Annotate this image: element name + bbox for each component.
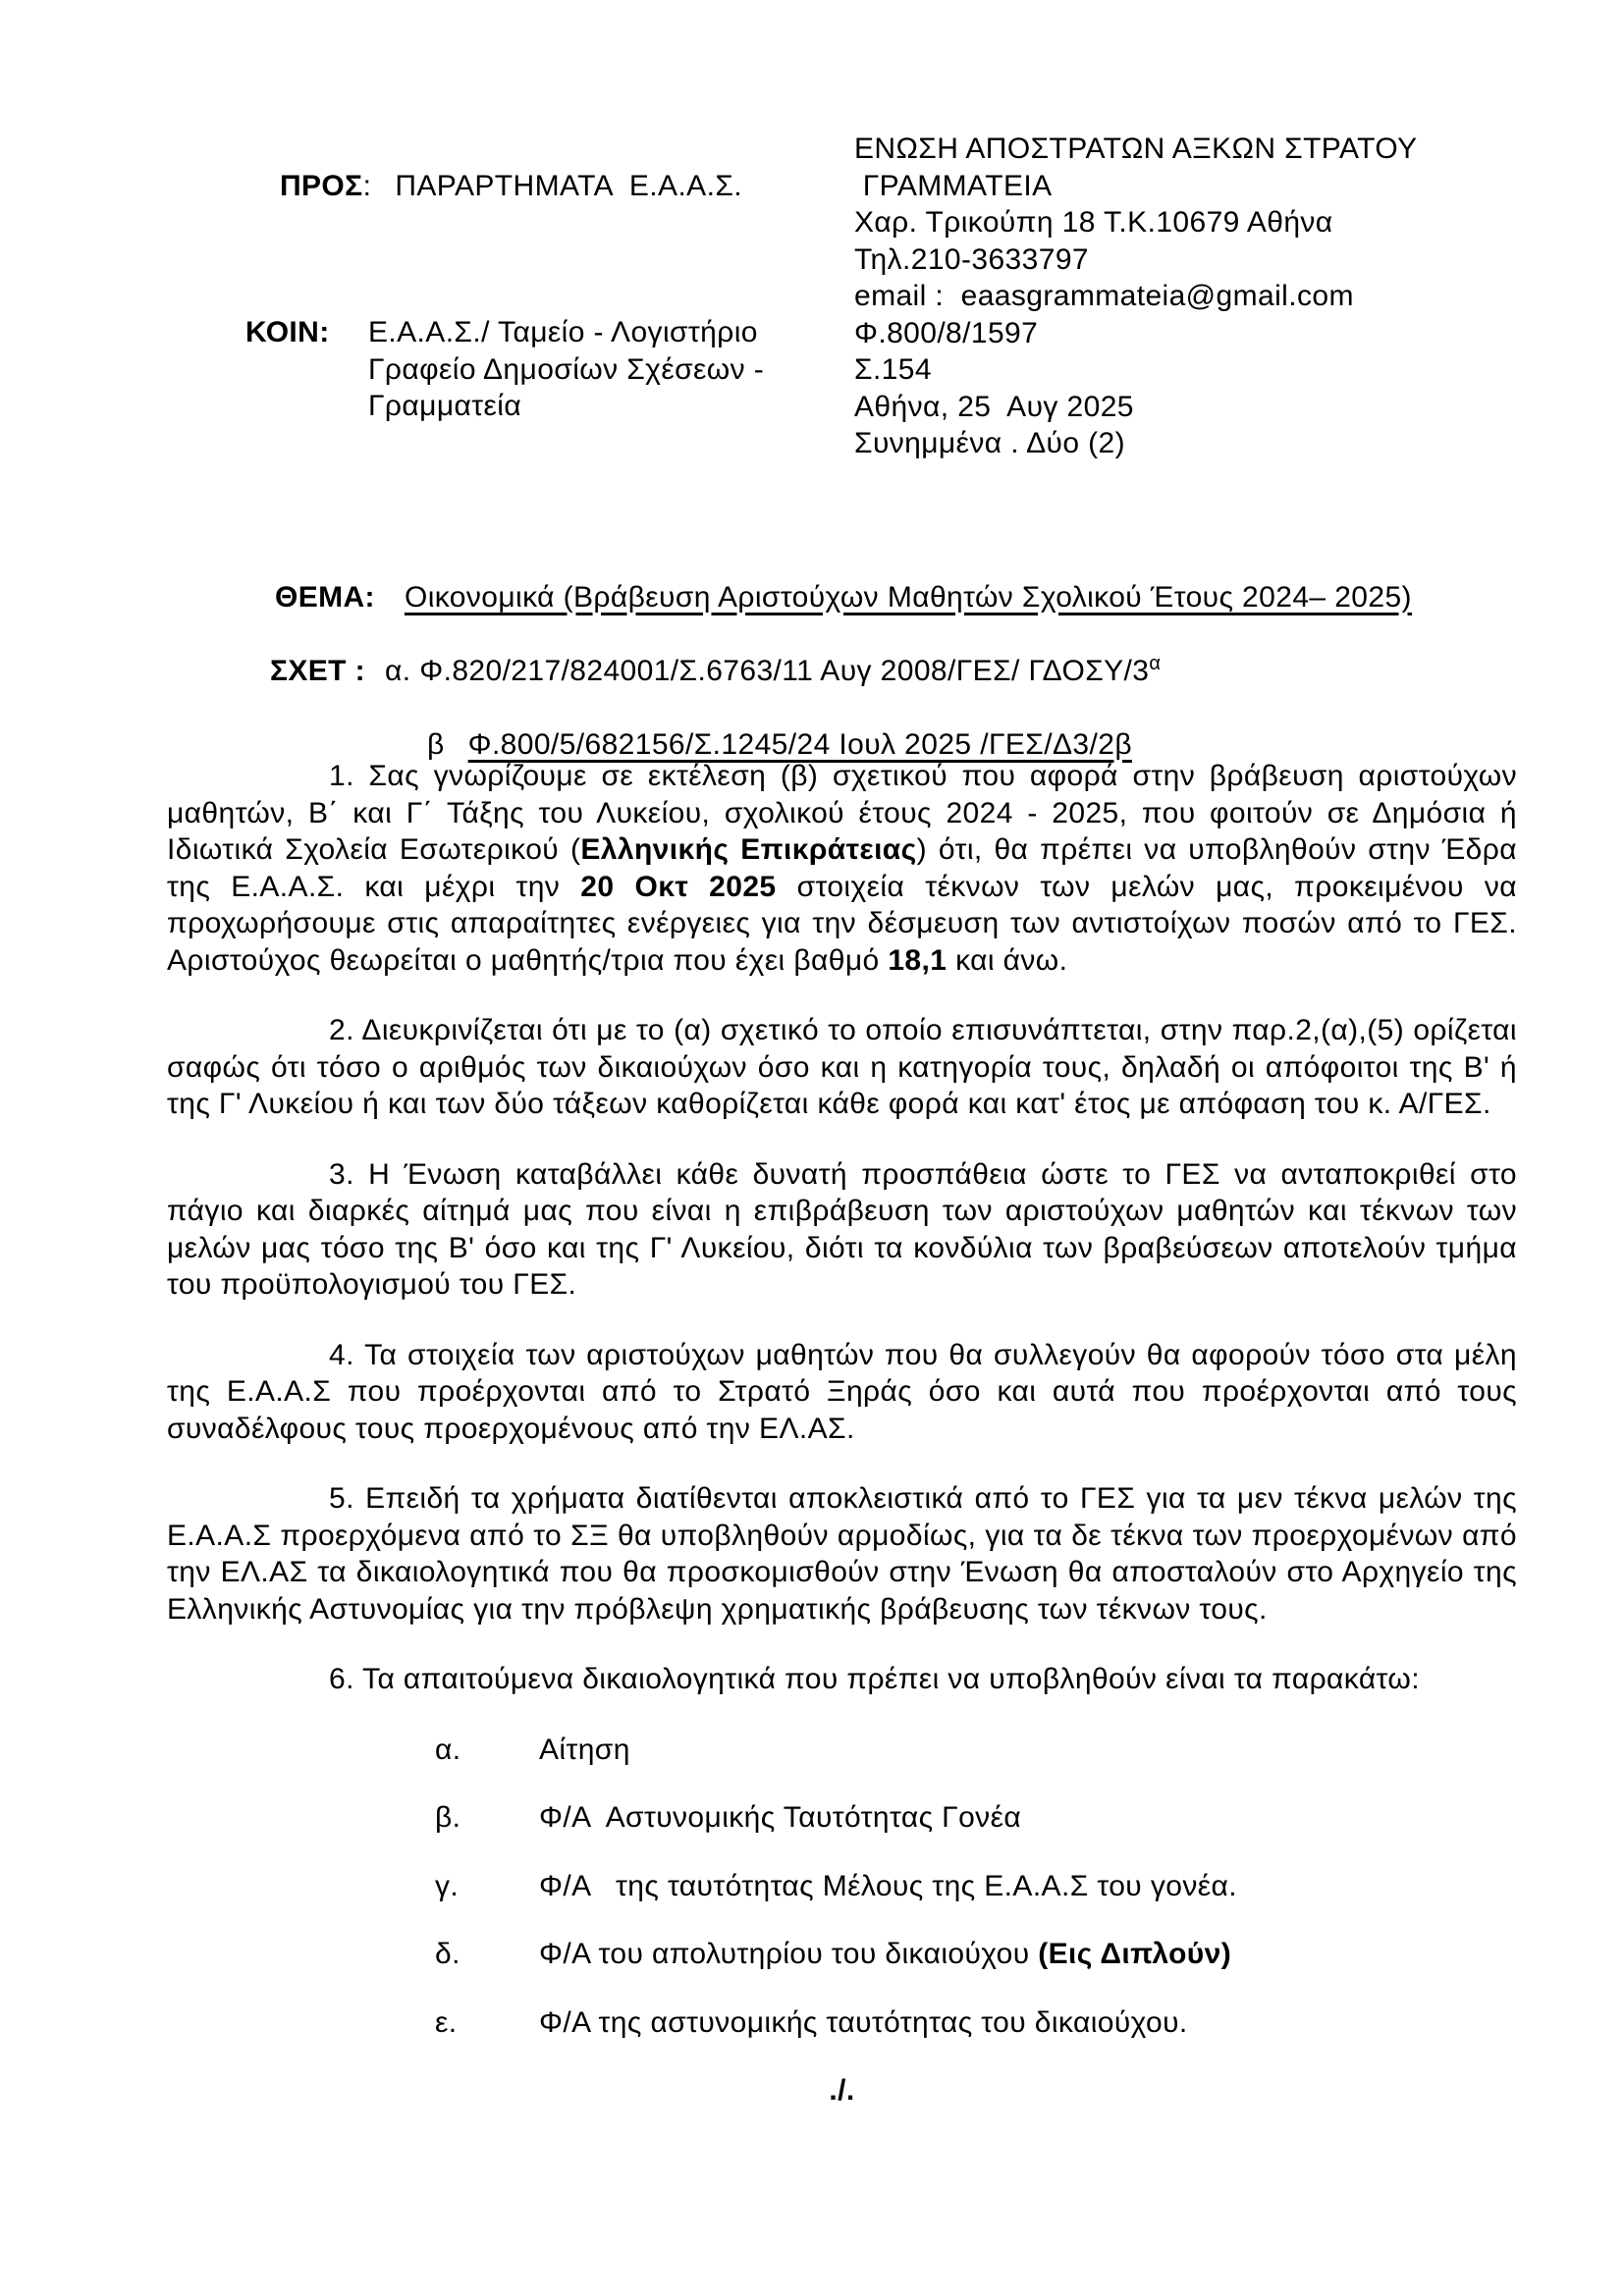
list-item-text: [539, 2004, 1188, 2042]
paragraph: [167, 1012, 1517, 1123]
list-item-letter: γ.: [435, 1869, 460, 1902]
text-run: Φ/Α Αστυνομικής Ταυτότητας Γονέα: [539, 1801, 1022, 1834]
text-run: Φ/Α της αστυνομικής ταυτότητας του δικαιούχου.: [539, 2005, 1188, 2039]
text-run: ) ότι, θα πρέπει να υποβληθούν στην Έδρα της Ε.Α.Α.Σ. και μέχρι την: [167, 833, 1517, 903]
org-header-line: Τηλ.210-3633797: [854, 242, 1089, 276]
reference-a: [385, 652, 1162, 687]
copy-to-line: Γραφείο Δημοσίων Σχέσεων -: [368, 352, 765, 386]
paragraph: [167, 1480, 1517, 1628]
list-item-letter: δ.: [435, 1938, 460, 1970]
copy-to-line: Ε.Α.Α.Σ./ Ταμείο - Λογιστήριο: [368, 316, 758, 348]
reference-b-letter: β: [426, 727, 445, 761]
requirements-list: [167, 1732, 1517, 2042]
text-run: 5. Επειδή τα χρήματα διατίθενται αποκλειστικά από το ΓΕΣ για τα μεν τέκνα μελών της Ε.Α.Α.Σ προερχόμενα από το ΣΞ θα υποβληθούν αρμοδίως, για τα δε τέκνα των προερχομένων από την ΕΛ.ΑΣ τα δικαιολογητικά που θα προσκομισθούν στην Ένωση θα αποσταλούν στο Αρχηγείο της Ελληνικής Αστυνομίας για την πρόβλεψη χρηματικής βράβευσης των τέκνων τους.: [167, 1482, 1517, 1626]
bold-text: 18,1: [888, 943, 947, 977]
text-run: 3. Η Ένωση καταβάλλει κάθε δυνατή προσπάθεια ώστε το ΓΕΣ να ανταποκριθεί στο πάγιο και διαρκές αίτημά μας που είναι η επιβράβευση των αριστούχων μαθητών και τέκνων των μελών μας τόσο της Β' όσο και της Γ' Λυκείου, διότι τα κονδύλια των βραβεύσεων αποτελούν τμήμα του προϋπολογισμού του ΓΕΣ.: [167, 1157, 1517, 1301]
copy-to-label: ΚΟΙΝ:: [245, 316, 330, 348]
recipient-colon: :: [362, 169, 372, 202]
org-header: [854, 131, 1418, 462]
paragraphs: [167, 758, 1517, 1698]
text-run: 1. Σας γνωρίζουμε σε εκτέλεση (β) σχετικού που αφορά στην βράβευση αριστούχων μαθητών, Β΄ και Γ΄ Τάξης του Λυκείου, σχολικού έτους 2024 - 2025, που φοιτούν σε Δημόσια ή Ιδιωτικά Σχολεία Εσωτερικού (: [167, 760, 1517, 866]
copy-to-row: [245, 314, 764, 425]
text-run: στοιχεία τέκνων των μελών μας, προκειμένου να προχωρήσουμε στις απαραίτητες ενέργειες για την δέσμευση των αντιστοίχων ποσών από το ΓΕΣ. Αριστούχος θεωρείται ο μαθητής/τρια που έχει βαθμό: [167, 870, 1518, 977]
continuation-mark: ./.: [829, 2074, 855, 2107]
list-item: [435, 1868, 1517, 1905]
reference-a-superscript: α: [1149, 652, 1162, 674]
reference-b-value: Φ.800/5/682156/Σ.1245/24 Ιουλ 2025 /ΓΕΣ/Δ3/2β: [467, 727, 1132, 761]
subject-value: Οικονομικά (Βράβευση Αριστούχων Μαθητών Σχολικού Έτους 2024– 2025): [404, 580, 1412, 614]
list-item: [435, 1936, 1517, 1973]
list-item: [435, 2004, 1517, 2042]
org-header-line: ΕΝΩΣΗ ΑΠΟΣΤΡΑΤΩΝ ΑΞΚΩΝ ΣΤΡΑΤΟΥ: [854, 133, 1418, 165]
bold-text: (Εις Διπλούν): [1038, 1938, 1232, 1970]
document-body: [167, 758, 1517, 2109]
text-run: Φ/Α του απολυτηρίου του δικαιούχου: [539, 1938, 1039, 1970]
org-header-line: email : eaasgrammateia@gmail.com: [854, 280, 1354, 312]
references-label: ΣΧΕΤ :: [269, 654, 366, 687]
copy-to-line: Γραμματεία: [368, 390, 522, 422]
org-header-line: ΓΡΑΜΜΑΤΕΙΑ: [854, 169, 1053, 202]
recipient-row: [245, 131, 742, 241]
text-run: 6. Τα απαιτούμενα δικαιολογητικά που πρέπει να υποβληθούν είναι τα παρακάτω:: [329, 1663, 1420, 1695]
list-item-letter: α.: [435, 1733, 461, 1766]
text-run: και άνω.: [947, 943, 1068, 977]
list-item-text: [539, 1868, 1237, 1905]
list-item: [435, 1732, 1517, 1769]
org-header-line: Σ.154: [854, 353, 932, 386]
text-run: 4. Τα στοιχεία των αριστούχων μαθητών που θα συλλεγούν θα αφορούν τόσο στα μέλη της Ε.Α.Α.Σ που προέρχονται από το Στρατό Ξηράς όσο και αυτά που προέρχονται από τους συναδέλφους τους προερχομένους από την ΕΛ.ΑΣ.: [167, 1338, 1517, 1445]
org-header-line: Αθήνα, 25 Αυγ 2025: [854, 390, 1134, 423]
text-run: 2. Διευκρινίζεται ότι με το (α) σχετικό το οποίο επισυνάπτεται, στην παρ.2,(α),(5) ορίζεται σαφώς ότι τόσο ο αριθμός των δικαιούχων όσο και η κατηγορία τους, δηλαδή οι απόφοιτοι της Β' ή της Γ' Λυκείου ή και των δύο τάξεων καθορίζεται κάθε φορά και κατ' έτος με απόφαση του κ. Α/ΓΕΣ.: [167, 1014, 1517, 1120]
list-item-text: [539, 1936, 1231, 1973]
recipient-value: ΠΑΡΑΡΤΗΜΑΤΑ Ε.Α.Α.Σ.: [395, 169, 743, 202]
paragraph: [167, 1156, 1517, 1304]
list-item-text: [539, 1799, 1021, 1837]
bold-text: 20 Οκτ 2025: [580, 870, 777, 903]
paragraph: [167, 758, 1517, 979]
text-run: Αίτηση: [539, 1733, 630, 1766]
text-run: Φ/Α της ταυτότητας Μέλους της Ε.Α.Α.Σ του γονέα.: [539, 1869, 1237, 1902]
reference-a-text: α. Φ.820/217/824001/Σ.6763/11 Αυγ 2008/ΓΕΣ/ ΓΔΟΣΥ/3: [385, 654, 1150, 687]
copy-to-lines: [368, 314, 764, 425]
org-header-line: Χαρ. Τρικούπη 18 Τ.Κ.10679 Αθήνα: [854, 206, 1333, 239]
list-item-letter: ε.: [435, 2005, 458, 2039]
recipient-label: ΠΡΟΣ: [279, 169, 363, 202]
org-header-line: Φ.800/8/1597: [854, 316, 1039, 349]
paragraph: [167, 1337, 1517, 1448]
paragraph: [167, 1661, 1517, 1698]
subject-label: ΘΕΜΑ:: [274, 580, 375, 614]
list-item-text: [539, 1732, 630, 1769]
list-item-letter: β.: [435, 1801, 461, 1834]
list-item: [435, 1799, 1517, 1837]
bold-text: Ελληνικής Επικράτειας: [580, 833, 917, 866]
org-header-line: Συνημμένα . Δύο (2): [854, 427, 1126, 459]
